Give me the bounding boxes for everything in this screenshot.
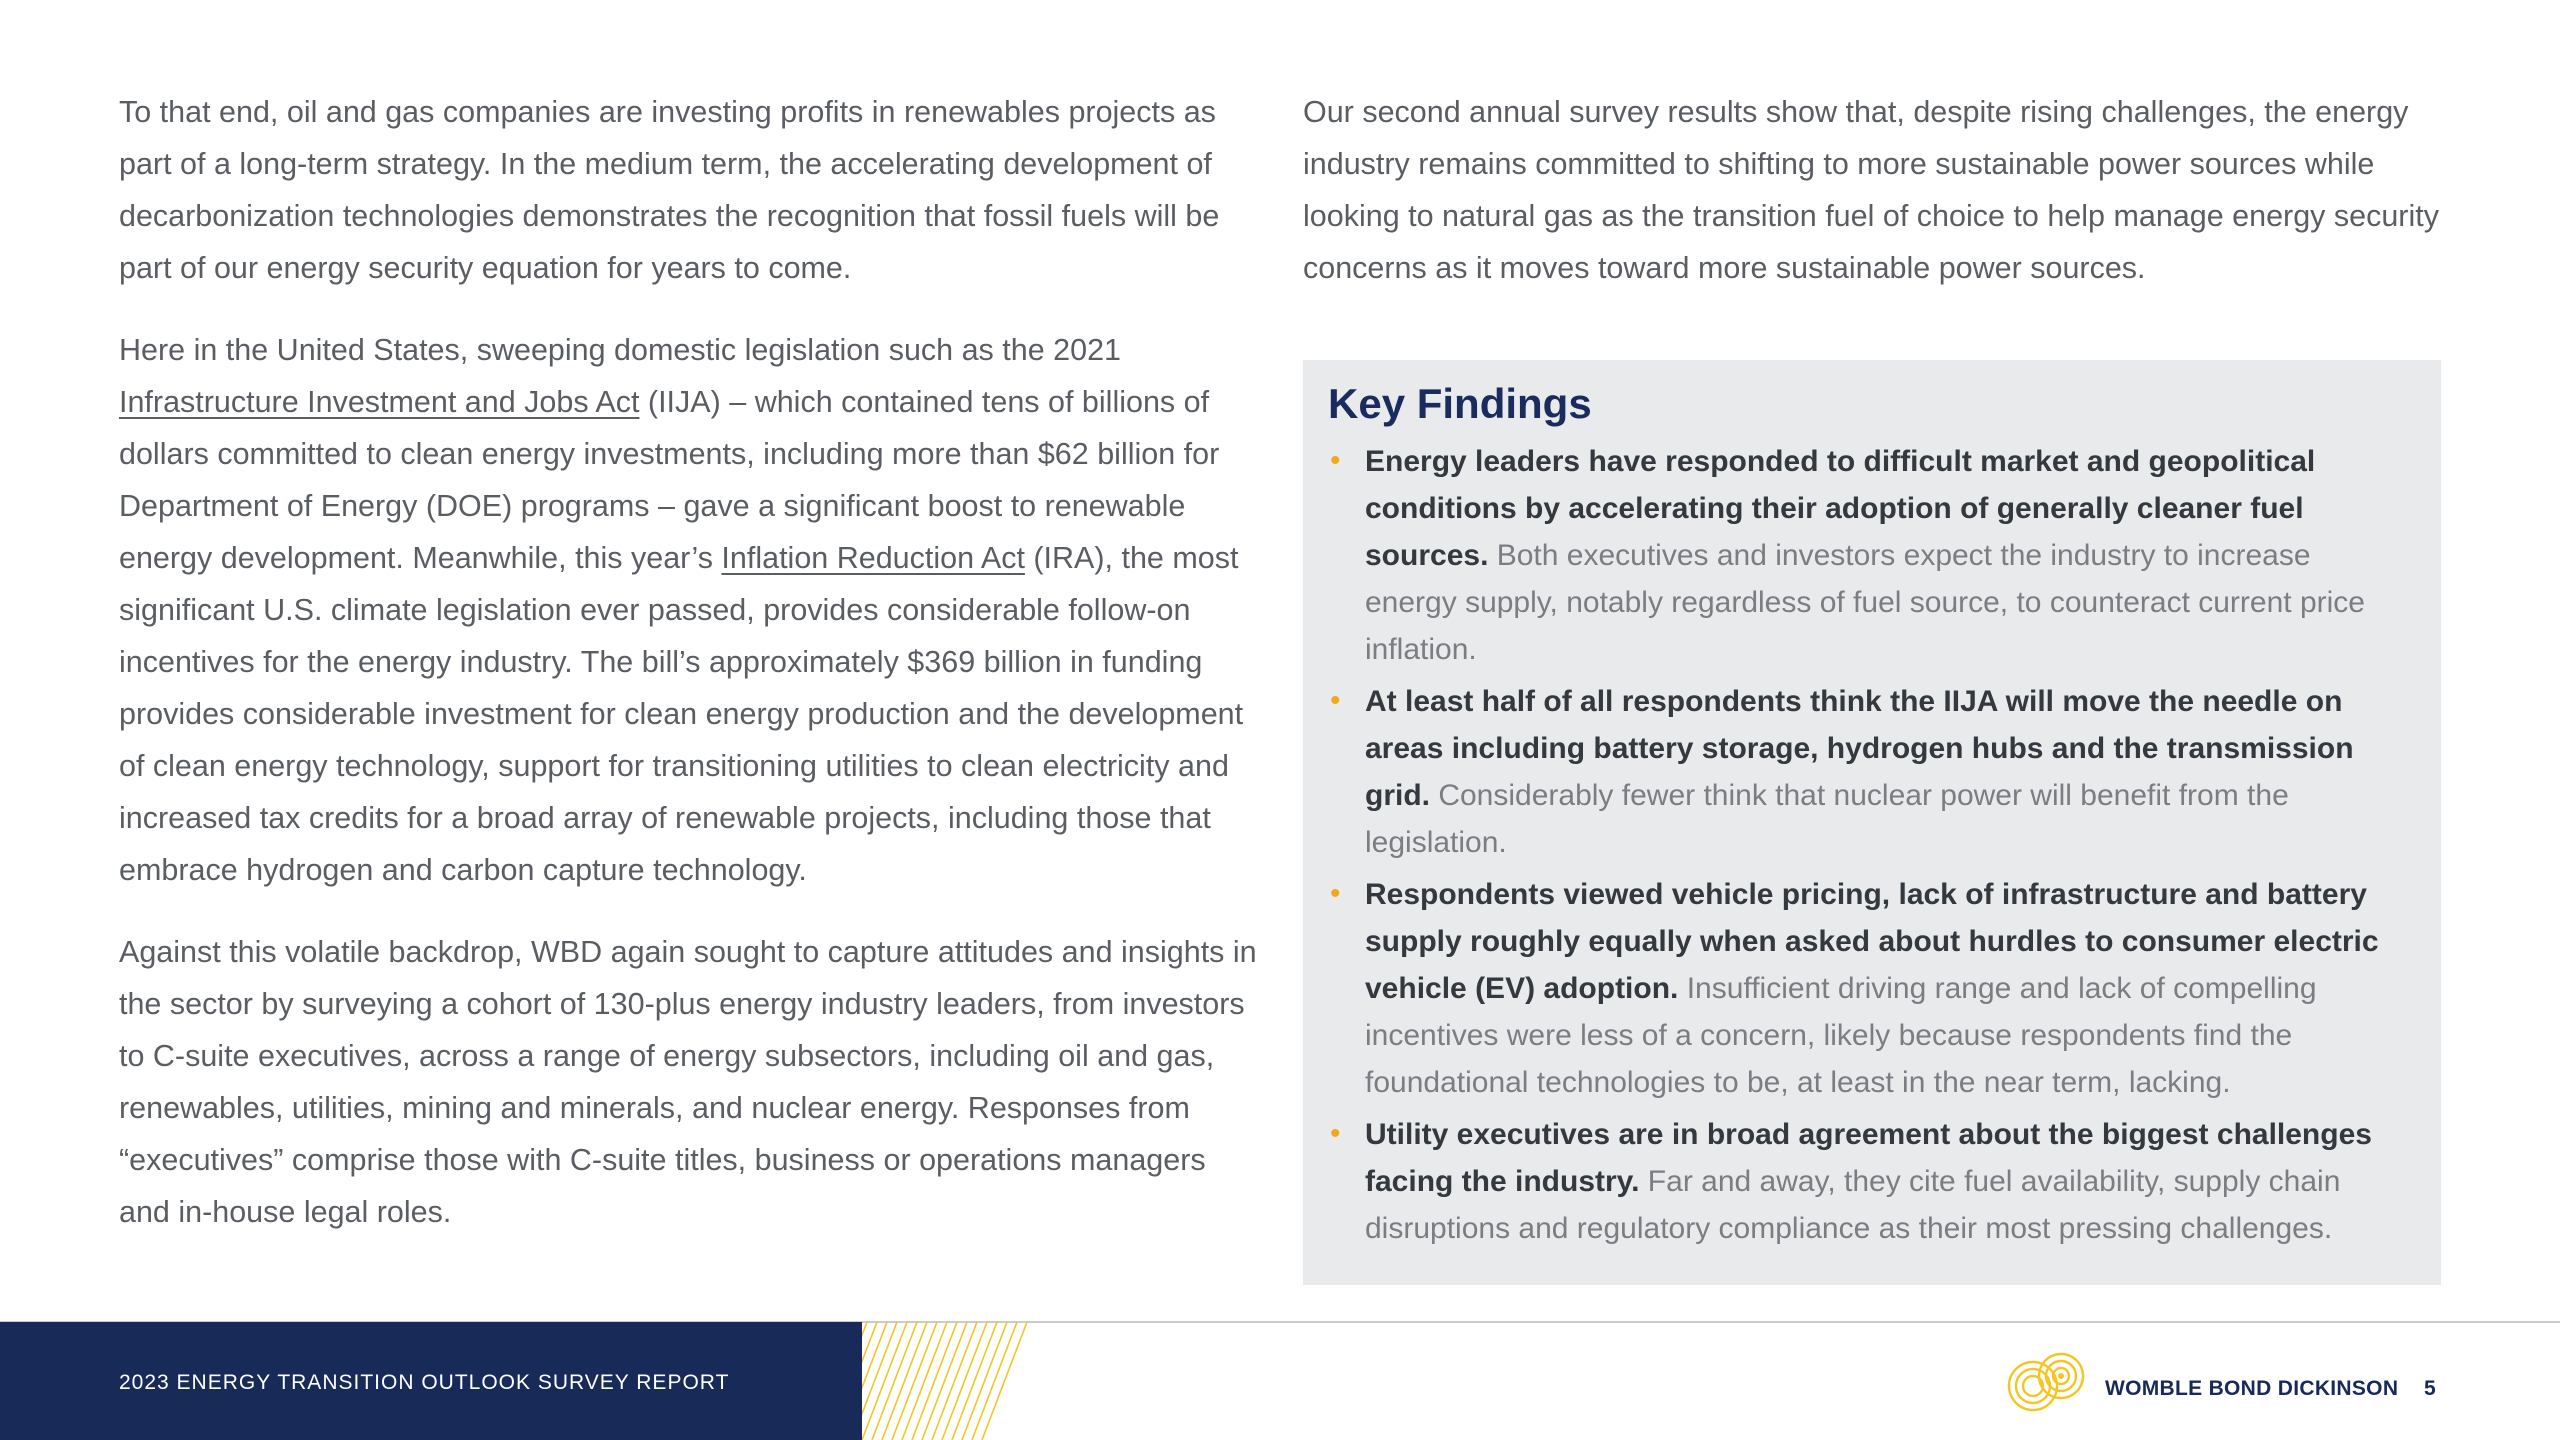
bullet-icon: • (1330, 684, 1341, 717)
key-findings-box (1303, 360, 2441, 1285)
page-number: 5 (2424, 1377, 2436, 1400)
finding-body: Far and away, they cite fuel availability, supply chain disruptions and regulatory compliance as their most pressing challenges. (1365, 1165, 2341, 1245)
paragraph-survey: Against this volatile backdrop, WBD again sought to capture attitudes and insights in the sector by surveying a cohort of 130-plus energy industry leaders, from investors to C-suite executives, across a range of energy subsectors, including oil and gas, renewables, utilities, mining and minerals, and nuclear energy. Responses from “executives” comprise those with C-suite titles, business or operations managers and in-house legal roles. (119, 935, 1257, 1229)
paragraph-survey-results: Our second annual survey results show that, despite rising challenges, the energy industry remains committed to shifting to more sustainable power sources while looking to natural gas as the transition fuel of choice to help manage energy security concerns as it moves toward more sustainable power sources. (1303, 95, 2439, 285)
finding-body: Insufficient driving range and lack of compelling incentives were less of a concern, likely because respondents find the foundational technologies to be, at least in the near term, lacking. (1365, 972, 2317, 1099)
key-findings-title: Key Findings (1328, 380, 1592, 427)
bullet-icon: • (1330, 1117, 1341, 1150)
report-title: 2023 ENERGY TRANSITION OUTLOOK SURVEY REPORT (119, 1371, 730, 1394)
finding-item (1328, 678, 2405, 866)
key-findings-list (1328, 438, 2405, 1252)
paragraph-legislation-text-c: (IRA), the most significant U.S. climate legislation ever passed, provides considerable follow-on incentives for the energy industry. The bill’s approximately $369 billion in funding provides considerable investment for clean energy production and the development of clean energy technology, support for transitioning utilities to clean electricity and increased tax credits for a broad array of renewable projects, including those that embrace hydrogen and carbon capture technology. (119, 541, 1244, 887)
finding-body: Considerably fewer think that nuclear power will benefit from the legislation. (1365, 779, 2289, 859)
finding-lead: Utility executives are in broad agreement about the biggest challenges facing the industry. (1365, 1118, 2372, 1198)
right-column (1303, 86, 2443, 294)
paragraph-intro: To that end, oil and gas companies are investing profits in renewables projects as part of a long-term strategy. In the medium term, the accelerating development of decarbonization technologies demonstrates the recognition that fossil fuels will be part of our energy security equation for years to come. (119, 95, 1220, 285)
bullet-icon: • (1330, 877, 1341, 910)
finding-lead: Energy leaders have responded to difficult market and geopolitical conditions by accelerating their adoption of generally cleaner fuel sources. (1365, 445, 2316, 572)
finding-lead: Respondents viewed vehicle pricing, lack of infrastructure and battery supply roughly equally when asked about hurdles to consumer electric vehicle (EV) adoption. (1365, 878, 2379, 1005)
paragraph-legislation-text-b: (IIJA) – which contained tens of billions of dollars committed to clean energy investments, including more than $62 billion for Department of Energy (DOE) programs – gave a significant boost to renewable energy development. Meanwhile, this year’s (119, 385, 1220, 575)
paragraph-legislation (119, 324, 1264, 896)
finding-item (1328, 1111, 2405, 1252)
finding-item (1328, 438, 2405, 673)
brand-name: WOMBLE BOND DICKINSON (2105, 1377, 2399, 1400)
finding-item (1328, 871, 2405, 1106)
paragraph-legislation-text-a: Here in the United States, sweeping domestic legislation such as the 2021 (119, 333, 1122, 367)
ira-link[interactable]: Inflation Reduction Act (721, 541, 1025, 575)
finding-lead: At least half of all respondents think the IIJA will move the needle on areas including battery storage, hydrogen hubs and the transmission grid. (1365, 685, 2354, 812)
diagonal-stripes-icon (862, 1322, 1032, 1440)
bullet-icon: • (1330, 444, 1341, 477)
left-column (119, 86, 1264, 1268)
finding-body: Both executives and investors expect the industry to increase energy supply, notably regardless of fuel source, to counteract current price inflation. (1365, 539, 2365, 666)
wbd-circles-logo-icon (2005, 1350, 2100, 1412)
iija-link[interactable]: Infrastructure Investment and Jobs Act (119, 385, 640, 419)
